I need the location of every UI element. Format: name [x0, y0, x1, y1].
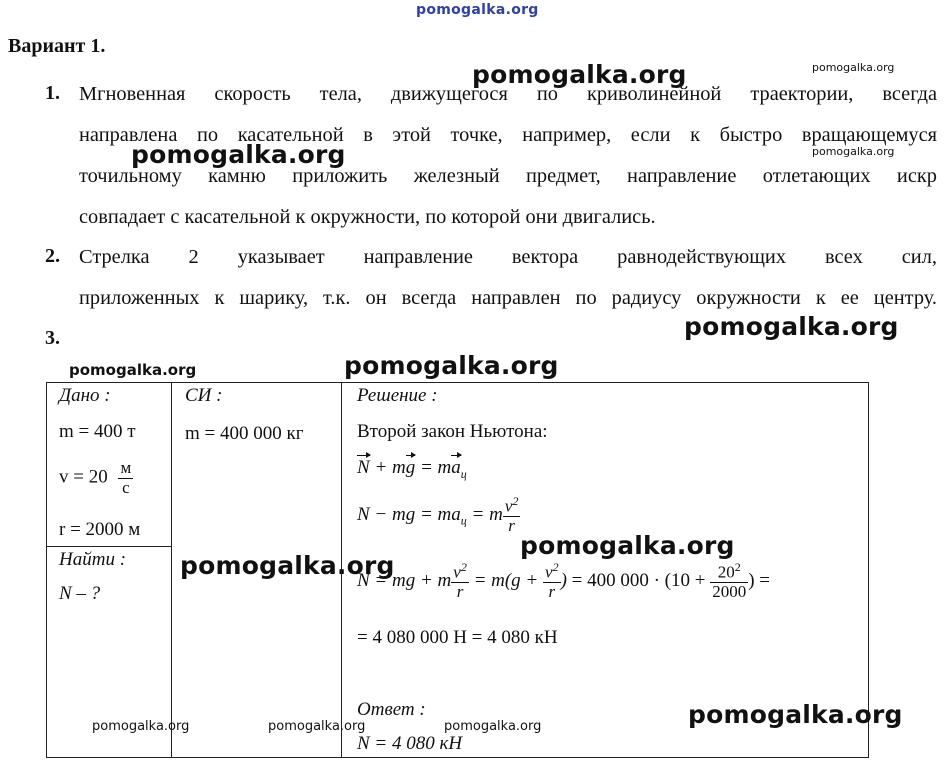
- equation-vector: N + mg = $ma_ц$: [357, 457, 467, 481]
- item-1-line-2: направлена по касательной в этой точке, например, если к быстро вращающемуся: [79, 124, 937, 146]
- find-value: N – ?: [59, 583, 101, 604]
- answer-header: Ответ :: [357, 699, 426, 720]
- watermark-1: pomogalka.org: [472, 60, 687, 89]
- si-mass: m = 400 000 кг: [185, 423, 304, 444]
- given-velocity-value: v = 20: [59, 466, 108, 488]
- item-1-line-4: совпадает с касательной к окружности, по которой они двигались.: [79, 206, 656, 228]
- watermark-4: pomogalka.org: [812, 145, 895, 158]
- solution-header: Решение :: [357, 385, 438, 406]
- watermark-13: pomogalka.org: [444, 719, 542, 734]
- velocity-unit-denominator: с: [122, 477, 130, 497]
- watermark-5: pomogalka.org: [684, 312, 899, 341]
- variant-title: Вариант 1.: [8, 35, 106, 57]
- newton-law-label: Второй закон Ньютона:: [357, 421, 548, 442]
- item-2-line-1: Стрелка 2 указывает направление вектора равнодействующих всех сил,: [79, 246, 937, 268]
- watermark-12: pomogalka.org: [268, 719, 366, 734]
- si-header: СИ :: [185, 385, 223, 406]
- watermark-3: pomogalka.org: [131, 140, 346, 169]
- watermark-7: pomogalka.org: [344, 351, 559, 380]
- given-header: Дано :: [59, 385, 111, 406]
- watermark-9: pomogalka.org: [180, 551, 395, 580]
- item-1-line-3: точильному камню приложить железный предмет, направление отлетающих искр: [79, 165, 937, 187]
- equation-calc: N = mg + m $\frac{v^2}{r}$ = m(g + $\frac{v^2}{r}$ ) = 400 000 · (10 + $\frac{20^2}{2000}$ ) =: [357, 560, 771, 602]
- item-number-3: 3.: [45, 327, 60, 349]
- watermark-11: pomogalka.org: [92, 719, 190, 734]
- equation-scalar: N − mg = $ma_ц = m$ $\frac{v^2}{r}$: [357, 494, 519, 536]
- answer-value: N = 4 080 кН: [357, 733, 463, 754]
- given-velocity: [59, 459, 133, 497]
- given-mass: m = 400 т: [59, 421, 136, 442]
- watermark-8: pomogalka.org: [520, 531, 735, 560]
- table-divider-1: [171, 383, 172, 757]
- watermark-2: pomogalka.org: [812, 61, 895, 74]
- velocity-unit-numerator: м: [120, 458, 132, 477]
- item-number-1: 1.: [45, 82, 60, 104]
- item-number-2: 2.: [45, 245, 60, 267]
- find-header: Найти :: [59, 549, 127, 570]
- watermark-10: pomogalka.org: [688, 700, 903, 729]
- item-1-line-1: Мгновенная скорость тела, движущегося по криволинейной траектории, всегда: [79, 83, 937, 105]
- item-2-line-2: приложенных к шарику, т.к. он всегда направлен по радиусу окружности к ее центру.: [79, 287, 937, 309]
- top-watermark: pomogalka.org: [416, 2, 539, 18]
- watermark-6: pomogalka.org: [69, 361, 197, 379]
- table-divider-given: [47, 546, 171, 547]
- velocity-unit-fraction: [118, 459, 133, 497]
- given-radius: r = 2000 м: [59, 519, 141, 540]
- equation-result: = 4 080 000 Н = 4 080 кН: [357, 627, 558, 648]
